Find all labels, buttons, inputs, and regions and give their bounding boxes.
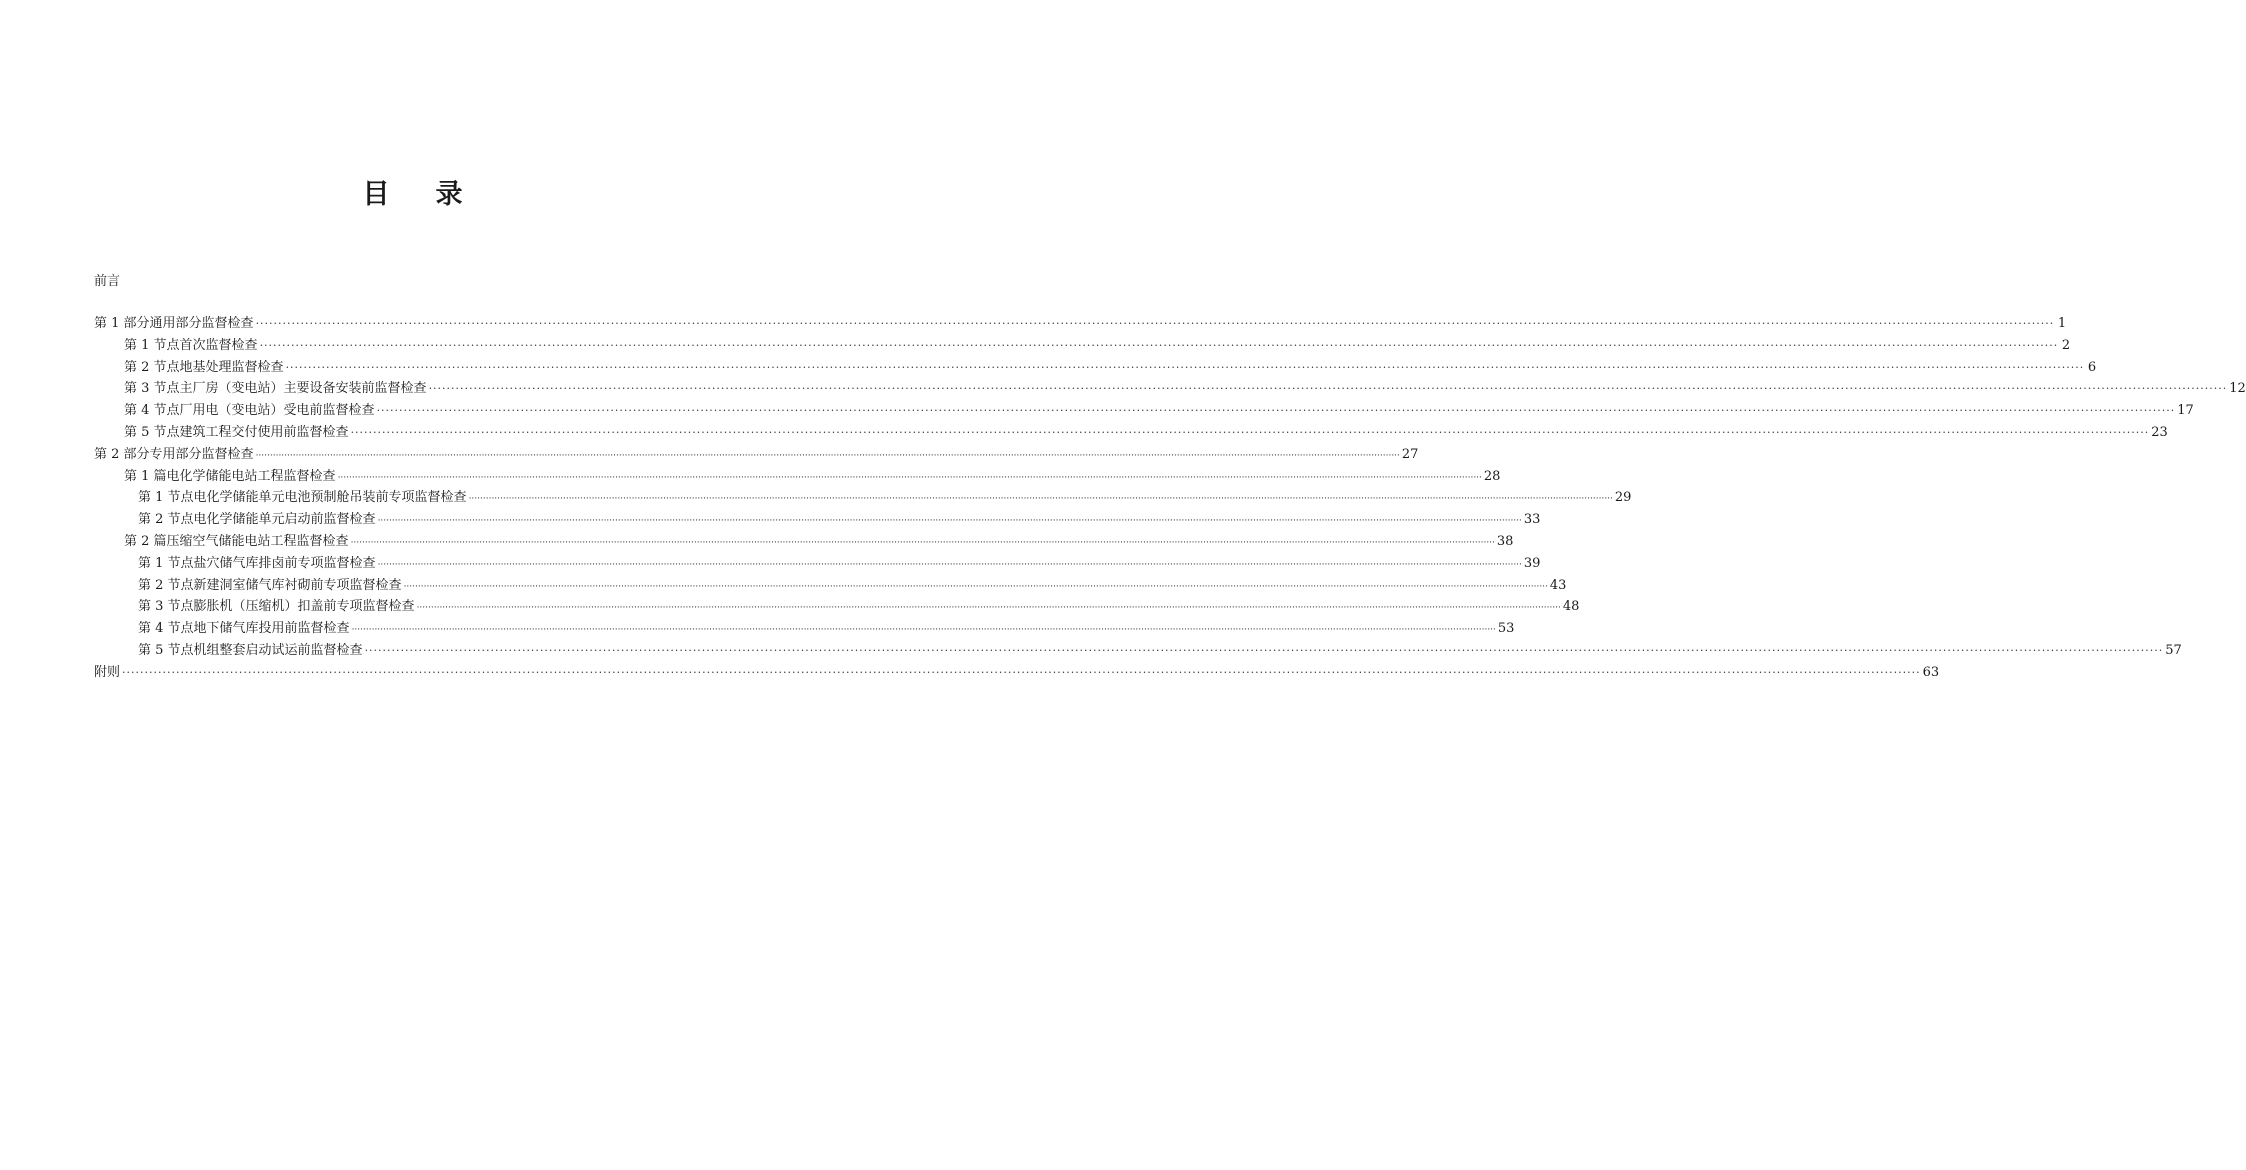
toc-entry-number: 第 2 部分 (94, 446, 150, 462)
toc-preface[interactable]: 前言 (94, 274, 121, 289)
toc-entry-page-number: 33 (1523, 512, 1541, 528)
toc-entry-number: 第 4 节点 (124, 403, 180, 419)
toc-leader-dots: ················································································································································································································································································································································································································ (285, 360, 2085, 374)
title-char-1: 目 (362, 179, 392, 210)
toc-entry[interactable] (138, 553, 1541, 575)
toc-entry-label: 附则 (94, 664, 121, 680)
toc-entry-page-number: 29 (1614, 490, 1632, 506)
toc-entry-label: 电化学储能单元电池预制舱吊装前专项监督检查 (193, 490, 467, 506)
toc-entry-number: 第 5 节点 (124, 425, 180, 440)
toc-entry[interactable] (138, 509, 1541, 531)
toc-entry[interactable] (138, 575, 1567, 597)
page-title (0, 172, 827, 211)
toc-entry-page-number: 39 (1523, 555, 1541, 571)
toc-entry[interactable] (94, 444, 1419, 466)
toc-entry[interactable] (124, 531, 1514, 553)
toc-entry-label: 通用部分监督检查 (149, 316, 254, 331)
toc-entry-number: 第 2 篇 (124, 534, 167, 549)
toc-entry-label: 建筑工程交付使用前监督检查 (179, 425, 349, 440)
toc-entry[interactable] (138, 596, 1580, 618)
toc-entry-number: 第 2 节点 (138, 512, 194, 528)
toc-entry[interactable] (124, 422, 2168, 444)
toc-leader-dots: ················································································································································································································································································································································································································ (122, 665, 1921, 679)
toc-entry-page-number: 6 (2087, 359, 2097, 375)
toc-entry-label: 电化学储能电站工程监督检查 (166, 468, 336, 484)
toc-entry-page-number: 57 (2165, 643, 2182, 658)
toc-entry-label: 电化学储能单元启动前监督检查 (193, 512, 376, 528)
toc-entry-number: 第 5 节点 (138, 643, 194, 658)
title-char-2: 录 (435, 179, 465, 210)
toc-entry-label: 盐穴储气库排卤前专项监督检查 (193, 555, 376, 571)
toc-entry-number: 第 3 节点 (138, 599, 194, 615)
toc-entry[interactable] (94, 313, 2067, 335)
toc-entry[interactable] (124, 466, 1501, 488)
toc-entry-number: 第 2 节点 (138, 577, 194, 593)
toc-entry-number: 第 1 节点 (138, 555, 194, 571)
toc-entry-page-number: 28 (1483, 468, 1501, 484)
toc-entry[interactable] (124, 400, 2194, 422)
toc-entry-label: 新建洞室储气库衬砌前专项监督检查 (193, 577, 402, 593)
toc-entry[interactable] (138, 618, 1515, 640)
toc-entry[interactable] (138, 487, 1632, 509)
toc-entry-label: 主厂房（变电站）主要设备安装前监督检查 (179, 381, 427, 397)
toc-entry-label: 专用部分监督检查 (149, 446, 254, 462)
toc-entry-label: 首次监督检查 (179, 337, 258, 353)
toc-entry-page-number: 23 (2151, 425, 2168, 440)
toc-entry-label: 膨胀机（压缩机）扣盖前专项监督检查 (193, 599, 415, 615)
toc-entry-page-number: 38 (1496, 534, 1514, 549)
toc-entry-label: 厂用电（变电站）受电前监督检查 (179, 403, 375, 419)
toc-leader-dots: ················································································································································································································································································································································································································ (351, 625, 1496, 636)
toc-entry[interactable] (124, 357, 2097, 379)
toc-leader-dots: ················································································································································································································································································································································································································ (255, 317, 2055, 330)
toc-entry-page-number: 43 (1549, 577, 1567, 593)
toc-entry-page-number: 53 (1497, 621, 1515, 637)
toc-entry[interactable] (124, 335, 2071, 357)
toc-leader-dots: ················································································································································································································································································································································································································ (468, 494, 1613, 505)
toc-leader-dots: ················································································································································································································································································································································································································ (259, 338, 2059, 352)
toc-entry-number: 第 2 节点 (124, 359, 180, 375)
toc-entry-label: 地基处理监督检查 (179, 359, 284, 375)
toc-leader-dots: ················································································································································································································································································································································································································ (403, 581, 1548, 592)
toc-entry-page-number: 12 (2229, 381, 2246, 397)
toc-leader-dots: ················································································································································································································································································································································································································ (428, 382, 2228, 396)
toc-leader-dots: ················································································································································································································································································································································································································ (350, 538, 1495, 548)
toc-entry[interactable] (124, 378, 2246, 400)
toc-entry-number: 第 1 部分 (94, 316, 150, 331)
toc-leader-dots: ················································································································································································································································································································································································································ (255, 450, 1400, 461)
toc-leader-dots: ················································································································································································································································································································································································································ (377, 559, 1522, 570)
toc-leader-dots: ················································································································································································································································································································································································································ (377, 516, 1522, 527)
toc-entry-page-number: 1 (2057, 316, 2067, 331)
toc-entry-page-number: 48 (1562, 599, 1580, 615)
toc-entry-label: 地下储气库投用前监督检查 (193, 621, 350, 637)
toc-leader-dots: ················································································································································································································································································································································································································ (337, 472, 1482, 483)
toc-entry[interactable] (94, 662, 1940, 684)
toc-entry-label: 压缩空气储能电站工程监督检查 (166, 534, 349, 549)
toc-entry-number: 第 1 节点 (124, 337, 180, 353)
toc-leader-dots: ················································································································································································································································································································································································································ (416, 603, 1561, 614)
toc-leader-dots: ················································································································································································································································································································································································································ (376, 404, 2176, 418)
toc-entry-page-number: 63 (1922, 664, 1940, 680)
toc-entry[interactable] (138, 640, 2182, 662)
toc-entry-number: 第 3 节点 (124, 381, 180, 397)
toc-entry-number: 第 4 节点 (138, 621, 194, 637)
toc-leader-dots: ················································································································································································································································································································································································································ (364, 644, 2164, 657)
toc-entry-page-number: 27 (1401, 446, 1419, 462)
toc-entry-label: 机组整套启动试运前监督检查 (193, 643, 363, 658)
toc-leader-dots: ················································································································································································································································································································································································································ (350, 426, 2150, 439)
toc-entry-page-number: 2 (2061, 337, 2071, 353)
toc-entry-page-number: 17 (2177, 403, 2194, 419)
toc-entry-number: 第 1 篇 (124, 468, 167, 484)
toc-entry-number: 第 1 节点 (138, 490, 194, 506)
